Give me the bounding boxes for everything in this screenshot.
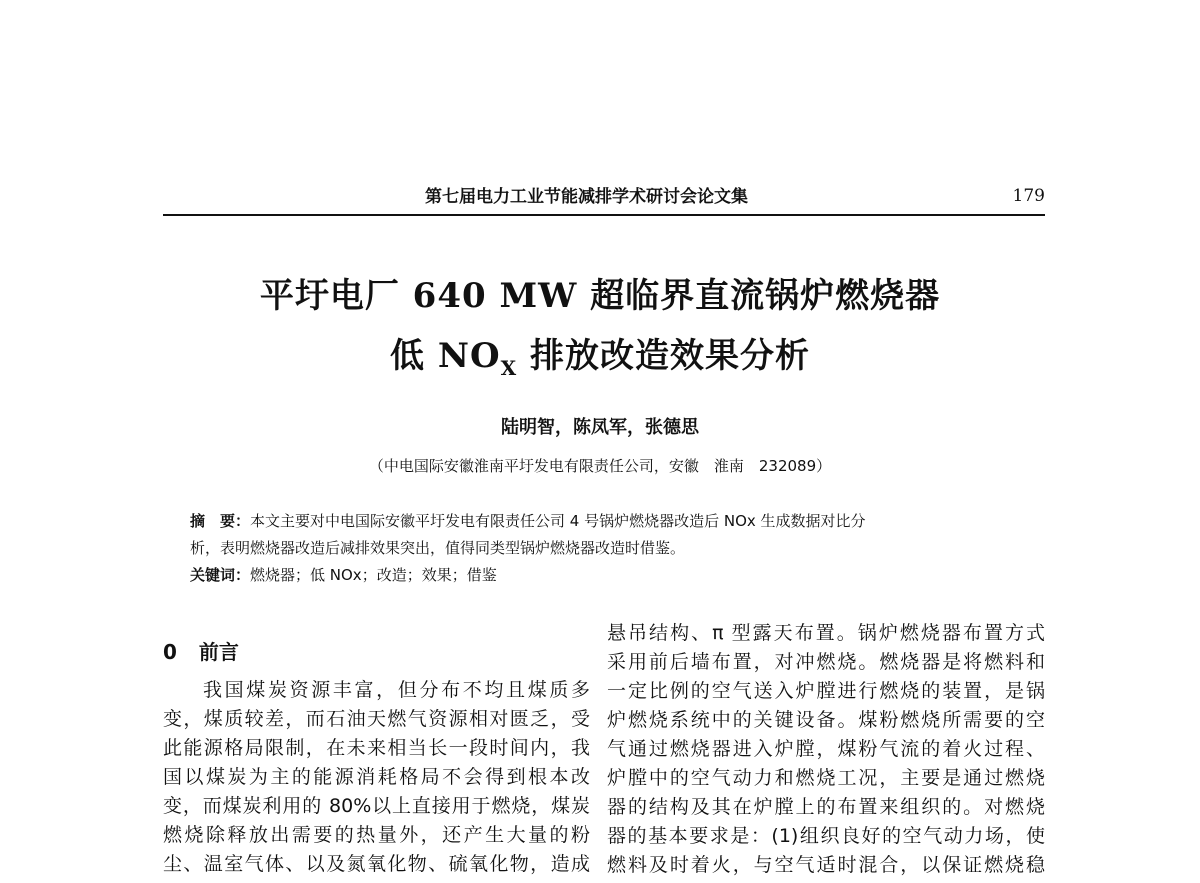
section-number: 0 bbox=[163, 640, 177, 664]
body-line: 燃烧除释放出需要的热量外，还产生大量的粉 bbox=[163, 824, 590, 846]
body-line: 悬吊结构、π 型露天布置。锅炉燃烧器布置方式 bbox=[607, 622, 1045, 644]
body-line: 尘、温室气体、以及氮氧化物、硫氧化物，造成 bbox=[163, 853, 590, 875]
abstract-text: 本文主要对中电国际安徽平圩发电有限责任公司 4 号锅炉燃烧器改造后 NOx 生成数据对比分 bbox=[250, 512, 866, 530]
journal-title: 第七届电力工业节能减排学术研讨会论文集 bbox=[425, 187, 748, 207]
body-line: 变，而煤炭利用的 80%以上直接用于燃烧，煤炭 bbox=[163, 795, 590, 817]
title-text: 排放改造效果分析 bbox=[517, 336, 810, 376]
affiliation: （中电国际安徽淮南平圩发电有限责任公司，安徽 淮南 232089） bbox=[368, 457, 832, 475]
body-line: 器的结构及其在炉膛上的布置来组织的。对燃烧 bbox=[607, 796, 1045, 818]
abstract-line-1 bbox=[190, 510, 1005, 531]
title-text: 低 NO bbox=[390, 336, 501, 376]
body-line: 国以煤炭为主的能源消耗格局不会得到根本改 bbox=[163, 766, 590, 788]
body-line: 变，煤质较差，而石油天燃气资源相对匮乏，受 bbox=[163, 708, 590, 730]
header-rule bbox=[163, 214, 1045, 216]
title-line-1: 平圩电厂 640 MW 超临界直流锅炉燃烧器 bbox=[259, 276, 941, 316]
body-line: 我国煤炭资源丰富，但分布不均且煤质多 bbox=[203, 679, 590, 701]
left-column bbox=[163, 676, 590, 879]
body-line: 气通过燃烧器进入炉膛，煤粉气流的着火过程、 bbox=[607, 738, 1045, 760]
keywords-text: 燃烧器；低 NOx；改造；效果；借鉴 bbox=[250, 566, 497, 584]
page-number: 179 bbox=[1012, 186, 1045, 206]
section-title: 前言 bbox=[198, 640, 239, 664]
body-line: 此能源格局限制，在未来相当长一段时间内，我 bbox=[163, 737, 590, 759]
title-line-2 bbox=[0, 328, 1200, 380]
abstract-label: 摘 要： bbox=[190, 512, 251, 530]
body-line: 燃料及时着火，与空气适时混合，以保证燃烧稳 bbox=[607, 854, 1045, 876]
body-line: 一定比例的空气送入炉膛进行燃烧的装置，是锅 bbox=[607, 680, 1045, 702]
authors: 陆明智，陈凤军，张德思 bbox=[501, 417, 699, 438]
abstract-line-2: 析，表明燃烧器改造后减排效果突出，值得同类型锅炉燃烧器改造时借鉴。 bbox=[190, 539, 686, 557]
running-header bbox=[163, 182, 1045, 212]
body-line: 炉膛中的空气动力和燃烧工况，主要是通过燃烧 bbox=[607, 767, 1045, 789]
section-heading bbox=[163, 636, 261, 665]
body-line: 炉燃烧系统中的关键设备。煤粉燃烧所需要的空 bbox=[607, 709, 1045, 731]
right-column bbox=[607, 619, 1045, 880]
keywords bbox=[190, 564, 1005, 585]
title-subscript: X bbox=[500, 355, 518, 380]
body-line: 采用前后墙布置，对冲燃烧。燃烧器是将燃料和 bbox=[607, 651, 1045, 673]
body-line: 器的基本要求是：(1)组织良好的空气动力场，使 bbox=[607, 825, 1045, 847]
keywords-label: 关键词： bbox=[190, 566, 251, 584]
